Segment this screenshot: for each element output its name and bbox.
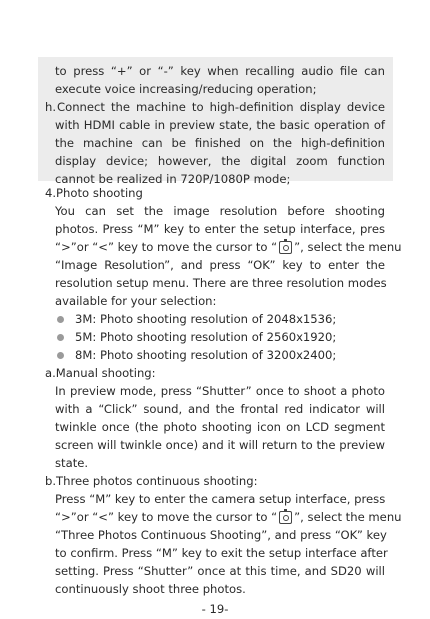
text-line: to confirm. Press “M” key to exit the setup interface after <box>55 546 388 560</box>
list-marker: h. <box>45 100 57 114</box>
text-line: “Image Resolution”, and press “OK” key to enter the <box>55 258 385 272</box>
text-line: “Three Photos Continuous Shooting”, and press “OK” key <box>55 528 387 542</box>
camera-icon <box>279 511 292 524</box>
section-heading: b.Three photos continuous shooting: <box>45 474 258 488</box>
text-line: state. <box>55 456 89 470</box>
bullet-icon <box>57 334 64 341</box>
text-line: resolution setup menu. There are three resolution modes <box>55 276 387 290</box>
text-line: “>”or “<” key to move the cursor to “ ”, select the menu <box>55 240 402 254</box>
text-line: setting. Press “Shutter” once at this time, and SD20 will <box>55 564 385 578</box>
list-item: 8M: Photo shooting resolution of 3200x2400; <box>75 348 337 362</box>
page-number: - 19- <box>201 602 229 616</box>
text-line: You can set the image resolution before shooting <box>55 204 385 218</box>
section-heading: a.Manual shooting: <box>45 366 156 380</box>
text-line: cannot be realized in 720P/1080P mode; <box>55 172 291 186</box>
bullet-icon <box>57 352 64 359</box>
text-line: the machine can be finished on the high-definition <box>55 136 385 150</box>
text-line: Press “M” key to enter the camera setup interface, press <box>55 492 386 506</box>
list-item: 3M: Photo shooting resolution of 2048x1536; <box>75 312 337 326</box>
text-line: display device; however, the digital zoom function <box>55 154 385 168</box>
text-line: available for your selection: <box>55 294 217 308</box>
text-line: continuously shoot three photos. <box>55 582 246 596</box>
text-line: screen will twinkle once) and it will return to the preview <box>55 438 385 452</box>
section-heading: 4.Photo shooting <box>45 186 143 200</box>
text-line: Connect the machine to high-definition display device <box>57 100 385 114</box>
text-line: “>”or “<” key to move the cursor to “ ”, select the menu <box>55 510 402 524</box>
bullet-icon <box>57 316 64 323</box>
text-line: execute voice increasing/reducing operation; <box>55 82 317 96</box>
text-line: In preview mode, press “Shutter” once to shoot a photo <box>55 384 385 398</box>
list-item: 5M: Photo shooting resolution of 2560x1920; <box>75 330 337 344</box>
text-line: with HDMI cable in preview state, the basic operation of <box>55 118 385 132</box>
camera-icon <box>279 241 292 254</box>
text-line: to press “+” or “-” key when recalling audio file can <box>55 64 385 78</box>
text-line: with a “Click” sound, and the frontal red indicator will <box>55 402 385 416</box>
text-line: twinkle once (the photo shooting icon on LCD segment <box>55 420 385 434</box>
text-line: photos. Press “M” key to enter the setup interface, pres <box>55 222 385 236</box>
